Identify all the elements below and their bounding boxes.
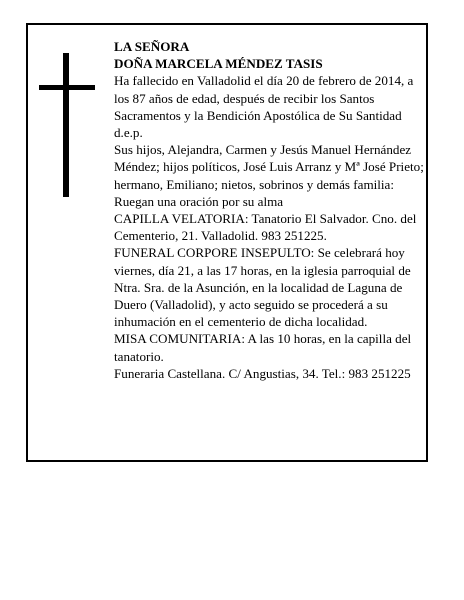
funeral-info: FUNERAL CORPORE INSEPULTO: Se celebrará hoy viernes, día 21, a las 17 horas, en la iglesia parroquial de Ntra. Sra. de la Asunción, en la localidad de Laguna de Duero (Valladolid), y acto seguido se procederá a su inhumación en el cementerio de dicha localidad. [114,245,411,330]
prayer-request: Ruegan una oración por su alma [114,193,284,209]
deceased-name: DOÑA MARCELA MÉNDEZ TASIS [114,56,323,72]
title-line-1: LA SEÑORA [114,39,190,54]
cross-vertical-bar [63,53,69,197]
announcement-paragraph: Ha fallecido en Valladolid el día 20 de febrero de 2014, a los 87 años de edad, después de recibir los Santos Sacramentos y la Bendición Apostólica de Su Santidad d.e.p. [114,73,414,141]
funeral-home-info: Funeraria Castellana. C/ Angustias, 34. Tel.: 983 251225 [114,365,411,381]
mass-info: MISA COMUNITARIA: A las 10 horas, en la capilla del tanatorio. [114,331,412,364]
wake-chapel-info: CAPILLA VELATORIA: Tanatorio El Salvador. Cno. del Cementerio, 21. Valladolid. 983 251225. [114,211,417,244]
cross-horizontal-bar [39,85,95,90]
family-paragraph: Sus hijos, Alejandra, Carmen y Jesús Manuel Hernández Méndez; hijos políticos, José Luis Arranz y Mª José Prieto; hermano, Emiliano; nietos, sobrinos y demás familia: [114,142,424,192]
obituary-text [114,38,426,382]
cross-icon [39,53,95,197]
